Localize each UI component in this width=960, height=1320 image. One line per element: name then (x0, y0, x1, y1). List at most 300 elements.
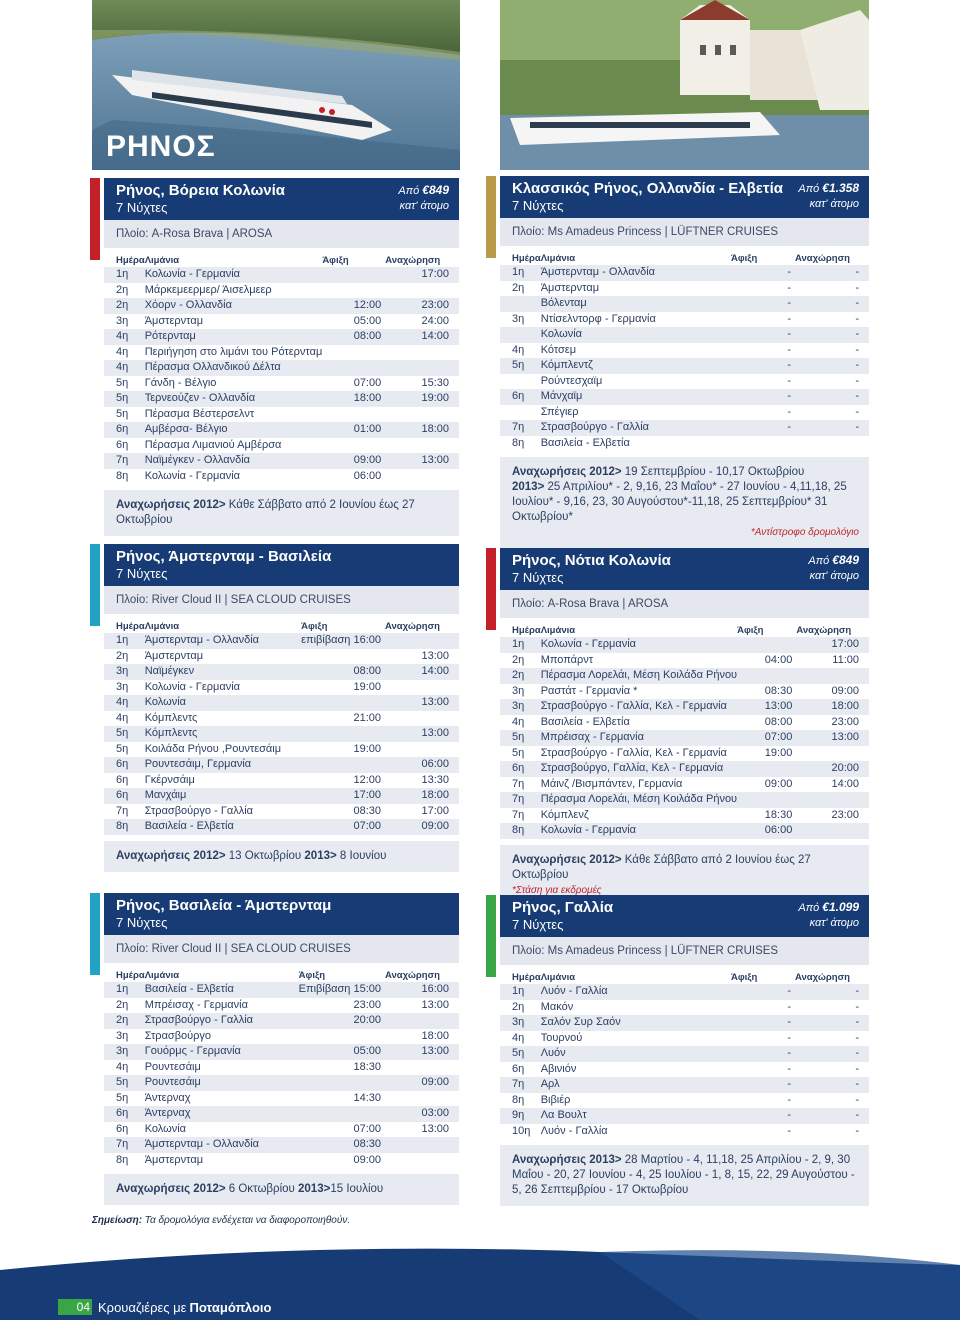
cell-departure: - (795, 327, 869, 343)
header-departure: Αναχώρηση (795, 252, 850, 264)
cell-day: 1η (104, 267, 145, 283)
cell-port: Στρασβούργο, Γαλλία, Κελ - Γερμανία (541, 761, 737, 777)
cell-port: Κολωνία - Γερμανία (541, 823, 737, 839)
card-price (798, 900, 859, 931)
departures-dates-2: 8 Ιουνίου (336, 849, 387, 862)
table-row (500, 1108, 869, 1124)
cell-day: 2η (104, 298, 145, 314)
table-row (104, 742, 459, 758)
departures-dates: Κάθε Σάββατο από 2 Ιουνίου έως 27 Οκτωβρίου (116, 499, 415, 526)
price-value: €1.358 (822, 181, 859, 195)
cell-port: Κοιλάδα Ρήνου ,Ρουντεσάιμ (144, 742, 282, 755)
cell-arrival: 06:00 (353, 469, 382, 482)
card-accent-stripe (90, 544, 100, 626)
cell-departure: - (795, 358, 869, 374)
departures-dates: 28 Μαρτίου - 4, 11,18, 25 Απριλίου - 2, 9, 30 Μαΐου - 20, 27 Ιουνίου - 4, 25 Ιουλίου - 1, 8, 15, 22, 29 Αυγούστου - 5, 26 Σεπτεμβρίου - 17 Οκτωβρίου (512, 1154, 855, 1196)
cell-port: Άμστερνταμ - Ολλανδία (145, 1137, 299, 1153)
card-header (104, 544, 459, 586)
table-row (500, 1015, 869, 1031)
cell-day: 10η (512, 1124, 531, 1137)
cell-arrival (299, 1106, 385, 1122)
table-row (500, 984, 869, 1000)
cell-arrival: 17:00 (301, 788, 385, 804)
cell-departure: 13:00 (796, 730, 869, 746)
departures-box (104, 841, 459, 872)
header-departure: Αναχώρηση (795, 971, 850, 983)
departures-line (512, 480, 859, 525)
cell-day: 5η (512, 746, 525, 759)
price-suffix: κατ' άτομο (809, 570, 859, 582)
cell-day: 2η (512, 653, 525, 666)
table-row (500, 374, 869, 390)
cell-arrival (322, 345, 385, 361)
cell-arrival: 13:00 (737, 699, 796, 715)
cell-day: 2η (500, 668, 541, 684)
cell-departure (385, 1060, 459, 1076)
cell-arrival (737, 792, 796, 808)
header-arrival: Άφιξη (322, 254, 349, 266)
page-footer-label (58, 1298, 271, 1316)
cell-arrival: 18:30 (353, 1060, 381, 1073)
card-nights: 7 Νύχτες (116, 566, 168, 581)
cell-departure (796, 746, 869, 762)
cell-arrival: - (731, 389, 795, 405)
cell-day (500, 296, 541, 312)
card-accent-stripe (90, 178, 100, 260)
cell-arrival: - (787, 281, 791, 294)
cell-day: 4η (116, 345, 129, 358)
cell-port: Περιήγηση στο λιμάνι του Ρότερνταμ (144, 345, 323, 358)
cell-departure (385, 711, 459, 727)
card-accent-stripe (486, 548, 496, 630)
cell-port: Μποπάρντ (540, 653, 594, 666)
cell-day: 2η (116, 998, 129, 1011)
table-row (104, 664, 459, 680)
cell-arrival (322, 438, 385, 454)
cell-arrival (322, 360, 385, 376)
cell-departure (385, 360, 459, 376)
cell-departure: - (855, 405, 859, 418)
table-row (500, 358, 869, 374)
cell-port: Ντίσελντορφ - Γερμανία (540, 312, 656, 325)
cell-day: 5η (116, 742, 129, 755)
cell-day (500, 374, 541, 390)
table-row (500, 668, 869, 684)
cell-day: 8η (116, 1153, 129, 1166)
cell-departure: - (795, 984, 869, 1000)
cell-day: 3η (116, 314, 129, 327)
table-row (104, 391, 459, 407)
cell-arrival: 19:00 (764, 746, 793, 759)
cell-departure: - (855, 1062, 859, 1075)
cell-port: Άμστερνταμ - Ολλανδία (541, 265, 731, 281)
table-row (500, 389, 869, 405)
header-port: Λιμάνια (144, 969, 180, 981)
cell-port: Άντερναχ (144, 1091, 191, 1104)
cell-departure: - (795, 1015, 869, 1031)
cell-day: 1η (104, 982, 145, 998)
cell-port: Ρουντεσάιμ (144, 1060, 201, 1073)
cell-departure: 09:00 (385, 819, 459, 835)
cell-arrival: - (787, 405, 791, 418)
cell-port: Στρασβούργο - Γαλλία (144, 804, 254, 817)
cell-day: 4η (104, 360, 145, 376)
departures-label: Αναχωρήσεις 2012> (512, 853, 622, 866)
header-day: Ημέρα (512, 252, 541, 264)
card-title: Ρήνος, Γαλλία (512, 899, 614, 916)
cell-arrival: 09:00 (322, 453, 385, 469)
cell-day: 5η (116, 376, 129, 389)
cell-arrival: 18:30 (764, 808, 793, 821)
cell-port: Βασιλεία - Ελβετία (540, 715, 630, 728)
cell-port: Άμστερνταμ (144, 314, 204, 327)
card-accent-stripe (90, 893, 100, 975)
table-row (104, 283, 459, 299)
cell-departure: - (795, 296, 869, 312)
cell-day: 6η (104, 788, 145, 804)
cell-port: Μπρέισαχ - Γερμανία (144, 998, 248, 1011)
cell-day: 4η (104, 329, 145, 345)
card-title: Κλασσικός Ρήνος, Ολλανδία - Ελβετία (512, 180, 783, 197)
cell-arrival: 19:00 (353, 742, 381, 755)
cell-arrival: 07:00 (353, 1122, 381, 1135)
cell-arrival: 21:00 (353, 711, 381, 724)
castle-river-photo (500, 0, 869, 170)
cell-departure: 13:30 (421, 773, 449, 786)
card-footnote: *Αντίστροφο δρομολόγιο (750, 527, 859, 538)
cell-day: 4η (116, 1060, 129, 1073)
cell-day: 5η (116, 407, 129, 420)
cell-arrival: επιβίβαση 16:00 (301, 633, 385, 649)
price-value: €849 (422, 183, 449, 197)
cell-port: Κολωνία (144, 1122, 187, 1135)
cell-day: 6η (512, 1062, 525, 1075)
departures-dates: 13 Οκτωβρίου (225, 849, 305, 862)
cell-arrival: 20:00 (299, 1013, 385, 1029)
footer-note-text: Τα δρομολόγια ενδέχεται να διαφοροποιηθούν. (142, 1215, 351, 1226)
cell-day: 8η (512, 1093, 525, 1106)
price-value: €849 (832, 553, 859, 567)
cell-day: 6η (104, 1106, 145, 1122)
cell-departure: 09:00 (831, 684, 859, 697)
cell-port: Κολωνία (541, 327, 731, 343)
cell-day: 2η (512, 1000, 525, 1013)
price-suffix: κατ' άτομο (399, 200, 449, 212)
departures-label: Αναχωρήσεις 2013> (512, 1154, 622, 1166)
cell-port: Κολωνία - Γερμανία (144, 469, 241, 482)
departures-dates: 25 Απριλίου* - 2, 9,16, 23 Μαΐου* - 27 Ιουνίου - 4,11,18, 25 Ιουλίου* - 9,16, 23, 30 Αυγούστου*-11,18, 25 Σεπτεμβρίου* 31 Οκτωβρίου* (512, 481, 847, 523)
cell-port: Άμστερνταμ (144, 1153, 204, 1166)
cell-port: Κόμπλεντς (144, 711, 198, 724)
cell-departure: 14:00 (385, 664, 459, 680)
cell-departure (796, 668, 869, 684)
cell-departure: - (795, 265, 869, 281)
cell-day: 6η (116, 773, 129, 786)
cell-arrival (737, 637, 796, 653)
cell-arrival: - (731, 265, 795, 281)
cell-port: Τερνεούζεν - Ολλανδία (145, 391, 323, 407)
cell-departure (796, 823, 869, 839)
cell-arrival: 08:30 (764, 684, 793, 697)
cell-departure: 14:00 (831, 777, 859, 790)
footer-note (92, 1215, 350, 1226)
cell-departure: 18:00 (421, 1029, 449, 1042)
table-row (500, 312, 869, 328)
card-accent-stripe (486, 176, 496, 258)
table-row (500, 420, 869, 436)
card-header (104, 893, 459, 935)
cell-departure (385, 1137, 459, 1153)
table-row (104, 438, 459, 454)
cell-arrival (322, 267, 385, 283)
cell-departure (385, 1153, 459, 1169)
cell-day: 2η (104, 1013, 145, 1029)
table-row (500, 699, 869, 715)
cell-departure: 19:00 (385, 391, 459, 407)
cell-arrival: - (787, 312, 791, 325)
table-row (500, 1093, 869, 1109)
cell-departure: - (795, 420, 869, 436)
departures-box (500, 1145, 869, 1206)
cell-departure: - (855, 1031, 859, 1044)
table-row (500, 343, 869, 359)
cell-day: 8η (512, 436, 525, 449)
cell-arrival (322, 283, 385, 299)
cell-departure (385, 633, 459, 649)
cruise-card-classic-rhine (500, 176, 869, 548)
cell-port: Μάρκεμεερμερ/ Άισελμεερ (144, 283, 272, 296)
cell-day: 3η (500, 699, 541, 715)
table-row (104, 376, 459, 392)
cell-departure: 17:00 (421, 804, 449, 817)
cell-arrival: - (731, 1077, 795, 1093)
cell-day: 7η (500, 1077, 541, 1093)
cell-port: Γουόρμς - Γερμανία (145, 1044, 299, 1060)
cell-port: Ναϊμέγκεν - Ολλανδία (145, 453, 323, 469)
card-nights: 7 Νύχτες (512, 570, 564, 585)
departures-label: Αναχωρήσεις 2012> (116, 849, 226, 862)
cell-arrival (737, 668, 796, 684)
card-nights: 7 Νύχτες (512, 198, 564, 213)
cell-port: Κόμπλενζ (540, 808, 589, 821)
cell-day: 6η (500, 761, 541, 777)
cell-day: 8η (500, 823, 541, 839)
table-row (104, 453, 459, 469)
cell-day: 3η (104, 1044, 145, 1060)
cell-port: Κολωνία - Γερμανία (541, 637, 737, 653)
cell-departure (385, 742, 459, 758)
card-ship: Πλοίο: River Cloud II | SEA CLOUD CRUISES (104, 935, 459, 963)
cell-port: Ρούντεσχαϊμ (540, 374, 603, 387)
cell-port: Πέρασμα Λιμανιού Αμβέρσα (144, 438, 282, 451)
departures-label: 2013> (512, 481, 545, 493)
cell-arrival (299, 1029, 385, 1045)
cell-day: 1η (500, 265, 541, 281)
cell-arrival (301, 726, 385, 742)
cell-port: Ρότερνταμ (145, 329, 323, 345)
departures-line (116, 498, 449, 528)
cell-day: 8η (104, 819, 145, 835)
cell-day: 3η (500, 1015, 541, 1031)
table-row (104, 345, 459, 361)
departures-label: Αναχωρήσεις 2012> (512, 466, 622, 478)
table-row (500, 730, 869, 746)
cell-day: 7η (104, 1137, 145, 1153)
header-port: Λιμάνια (540, 971, 576, 983)
card-header (500, 895, 869, 937)
cell-departure: - (855, 343, 859, 356)
itinerary-table (104, 253, 459, 484)
cell-departure (796, 792, 869, 808)
table-row (500, 1062, 869, 1078)
table-row (104, 1106, 459, 1122)
cell-departure: 17:00 (385, 267, 459, 283)
cell-day: 5η (104, 391, 145, 407)
banner-photo-river-ship (92, 0, 460, 170)
cell-departure: 17:00 (796, 637, 869, 653)
card-header (500, 176, 869, 218)
cell-day: 6η (104, 757, 145, 773)
cell-port: Κολωνία (145, 695, 301, 711)
cell-arrival: Επιβίβαση 15:00 (299, 982, 385, 998)
cell-day: 7η (500, 420, 541, 436)
departures-label: Αναχωρήσεις 2012> (116, 1183, 226, 1195)
departures-line (512, 853, 859, 883)
cell-arrival: 01:00 (322, 422, 385, 438)
cell-departure: 06:00 (385, 757, 459, 773)
departures-line (512, 1153, 859, 1198)
cell-day: 5η (116, 1091, 129, 1104)
cell-arrival: 08:00 (764, 715, 793, 728)
table-row (104, 360, 459, 376)
cell-port: Στρασβούργο (144, 1029, 212, 1042)
cell-departure (385, 469, 459, 485)
table-row (500, 1046, 869, 1062)
table-row (500, 1124, 869, 1140)
header-arrival: Άφιξη (298, 969, 326, 981)
table-row (104, 1013, 459, 1029)
cell-port: Γάνδη - Βέλγιο (144, 376, 217, 389)
table-row (104, 998, 459, 1014)
cell-arrival: 12:00 (322, 298, 385, 314)
cell-arrival (322, 407, 385, 423)
cell-port: Στρασβούργο - Γαλλία, Κελ - Γερμανία (540, 746, 727, 759)
price-prefix: Από (398, 185, 423, 197)
header-arrival: Άφιξη (737, 624, 764, 636)
cell-arrival: 07:00 (737, 730, 796, 746)
price-suffix: κατ' άτομο (809, 917, 859, 929)
cell-departure: - (855, 1093, 859, 1106)
header-departure: Αναχώρηση (796, 624, 852, 636)
cell-port: Λυόν (541, 1046, 731, 1062)
cell-arrival: - (787, 1000, 791, 1013)
cell-departure: 23:00 (831, 715, 859, 728)
header-arrival: Άφιξη (731, 971, 758, 983)
cell-arrival: - (787, 1031, 791, 1044)
header-day: Ημέρα (116, 969, 145, 981)
table-row (500, 761, 869, 777)
cell-port: Μάνχαϊμ (541, 389, 731, 405)
cell-arrival: 09:00 (764, 777, 793, 790)
table-row (104, 1060, 459, 1076)
cell-departure: 20:00 (796, 761, 869, 777)
cell-arrival (301, 649, 385, 665)
cell-day: 6η (116, 438, 129, 451)
cell-arrival: 18:00 (322, 391, 385, 407)
table-row (104, 773, 459, 789)
cell-departure: 13:00 (385, 453, 459, 469)
page-number: 04 (58, 1299, 92, 1315)
table-row (104, 1029, 459, 1045)
header-departure: Αναχώρηση (385, 254, 441, 266)
table-row (104, 633, 459, 649)
cell-port: Κόμπλεντζ (541, 358, 731, 374)
cell-port: Πέρασμα Βέστερσελντ (144, 407, 255, 420)
cell-departure: 13:00 (385, 1044, 459, 1060)
table-row (104, 819, 459, 835)
table-row (104, 1075, 459, 1091)
cell-arrival: - (731, 420, 795, 436)
cell-day: 5η (500, 358, 541, 374)
cell-arrival: 14:30 (353, 1091, 381, 1104)
cell-port: Λυόν - Γαλλία (541, 984, 731, 1000)
cell-arrival: - (787, 1093, 791, 1106)
cell-departure (795, 436, 869, 452)
card-header (500, 548, 869, 590)
header-day: Ημέρα (116, 254, 145, 266)
table-row (104, 314, 459, 330)
cell-departure: 15:30 (421, 376, 449, 389)
cell-departure: - (795, 1108, 869, 1124)
cell-departure: - (855, 1124, 859, 1137)
card-title: Ρήνος, Άμστερνταμ - Βασιλεία (116, 548, 332, 565)
cell-departure: 13:00 (385, 695, 459, 711)
cell-port: Στρασβούργο - Γαλλία (145, 1013, 299, 1029)
cell-day: 5η (104, 1075, 145, 1091)
departures-box (104, 490, 459, 536)
price-suffix: κατ' άτομο (809, 198, 859, 210)
cell-arrival: 08:30 (299, 1137, 385, 1153)
table-row (500, 715, 869, 731)
cell-day: 2η (116, 283, 129, 296)
card-nights: 7 Νύχτες (116, 200, 168, 215)
table-row (104, 1091, 459, 1107)
cell-day: 5η (500, 730, 541, 746)
itinerary-table (104, 968, 459, 1168)
cell-departure: 13:00 (421, 998, 449, 1011)
cell-day: 4η (512, 343, 525, 356)
cell-arrival: 05:00 (353, 314, 382, 327)
cell-arrival (737, 761, 796, 777)
cell-day: 4η (512, 715, 525, 728)
cell-arrival: - (787, 343, 791, 356)
cell-port: Λυόν - Γαλλία (540, 1124, 608, 1137)
cell-arrival (299, 1075, 385, 1091)
table-row (104, 695, 459, 711)
header-port: Λιμάνια (144, 254, 180, 266)
header-day: Ημέρα (512, 624, 541, 636)
cell-day: 5η (500, 1046, 541, 1062)
cell-departure: - (855, 1000, 859, 1013)
cell-port: Πέρασμα Λορελάι, Μέση Κοιλάδα Ρήνου (541, 792, 737, 808)
cell-day: 7η (104, 453, 145, 469)
cell-arrival: 08:00 (301, 664, 385, 680)
cell-departure: 14:00 (385, 329, 459, 345)
header-day: Ημέρα (512, 971, 541, 983)
cell-departure (385, 1013, 459, 1029)
header-arrival: Άφιξη (301, 620, 328, 632)
cruise-card-amsterdam-basel (104, 544, 459, 872)
